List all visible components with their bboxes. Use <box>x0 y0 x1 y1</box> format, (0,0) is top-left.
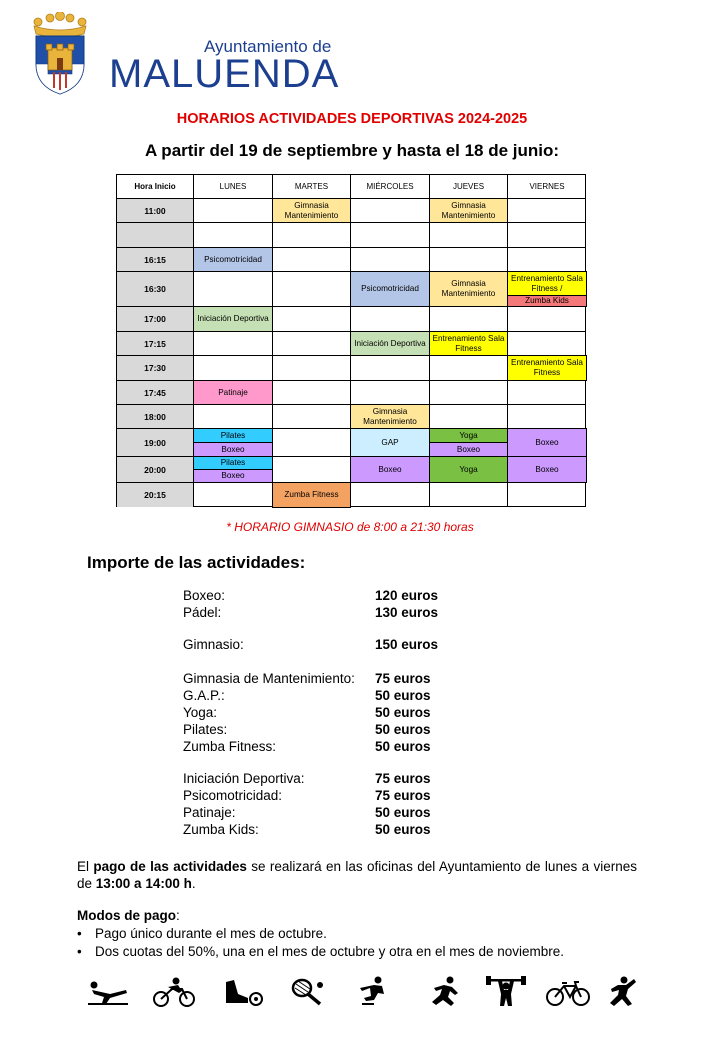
price-item-name: Yoga: <box>183 705 218 720</box>
bullet-icon: • <box>77 926 82 941</box>
price-item-name: Zumba Kids: <box>183 822 259 837</box>
column-header: MIÉRCOLES <box>366 181 414 191</box>
document-subtitle: A partir del 19 de septiembre y hasta el 18 de junio: <box>144 141 560 160</box>
activity-cell: Iniciación Deportiva <box>193 306 273 332</box>
column-header: LUNES <box>219 181 247 191</box>
running-icon <box>420 976 464 1008</box>
sport-icons-row <box>86 976 636 1010</box>
price-item-value: 50 euros <box>375 805 431 820</box>
time-cell <box>117 223 193 247</box>
activity-cell: Gimnasia Mantenimiento <box>429 198 508 223</box>
activity-cell: Zumba Fitness <box>272 482 351 508</box>
price-item-name: Zumba Fitness: <box>183 739 277 754</box>
time-cell: 19:00 <box>117 429 193 456</box>
activity-cell: Boxeo <box>507 428 587 457</box>
time-cell: 17:45 <box>117 381 193 404</box>
payment-mode-item <box>77 926 327 941</box>
time-cell: 11:00 <box>117 199 193 222</box>
price-item-name: Psicomotricidad: <box>183 788 283 803</box>
football-icon <box>86 976 130 1008</box>
price-item-value: 75 euros <box>375 771 431 786</box>
activity-cell: Gimnasia Mantenimiento <box>350 404 430 429</box>
payment-mode-item <box>77 944 564 959</box>
activity-cell: Pilates <box>193 428 273 443</box>
time-cell: 16:30 <box>117 272 193 306</box>
price-item-name: Patinaje: <box>183 805 236 820</box>
soccer-shoe-icon <box>220 976 264 1008</box>
activity-cell: Boxeo <box>507 456 587 483</box>
payment-modes-colon: : <box>176 908 180 923</box>
payment-bold-1: pago de las actividades <box>93 859 247 874</box>
price-item-value: 50 euros <box>375 722 431 737</box>
skating-icon <box>352 976 396 1008</box>
activity-cell: Iniciación Deportiva <box>350 331 430 356</box>
payment-text-1: El <box>77 859 94 874</box>
activity-cell: Psicomotricidad <box>193 247 273 272</box>
payment-modes-label: Modos de pago <box>77 908 176 923</box>
time-cell: 20:00 <box>117 457 193 482</box>
payment-text-2: se realizará en las oficinas del Ayuntamiento de lunes a viernes de <box>77 859 637 891</box>
prices-heading: Importe de las actividades: <box>87 553 306 572</box>
activity-cell: Gimnasia Mantenimiento <box>272 198 351 223</box>
weightlifting-icon <box>484 976 528 1008</box>
price-item-name: Iniciación Deportiva: <box>183 771 305 786</box>
price-item-value: 50 euros <box>375 822 431 837</box>
activity-cell: Gimnasia Mantenimiento <box>429 271 508 307</box>
activity-cell: Entrenamiento Sala Fitness <box>507 355 587 381</box>
time-cell: 17:30 <box>117 356 193 380</box>
price-item-name: Gimnasia de Mantenimiento: <box>183 671 355 686</box>
cycling-icon <box>152 976 196 1008</box>
payment-paragraph <box>77 858 637 892</box>
activity-cell: Entrenamiento Sala Fitness / <box>507 271 587 296</box>
price-item-name: Boxeo: <box>183 588 226 603</box>
bullet-icon: • <box>77 944 82 959</box>
activity-cell: Pilates <box>193 456 273 470</box>
time-cell: 16:15 <box>117 248 193 271</box>
price-item-value: 75 euros <box>375 671 431 686</box>
payment-mode-text: Pago único durante el mes de octubre. <box>95 926 327 941</box>
activity-cell: Boxeo <box>429 442 508 457</box>
time-cell: 17:00 <box>117 307 193 331</box>
price-item-value: 120 euros <box>375 588 439 603</box>
schedule-table <box>116 174 586 507</box>
activity-cell: Yoga <box>429 456 508 483</box>
price-item-value: 150 euros <box>375 637 439 652</box>
activity-cell: Boxeo <box>193 469 273 483</box>
column-header: Hora Inicio <box>134 181 176 191</box>
stretching-icon <box>600 976 644 1008</box>
activity-cell: Yoga <box>429 428 508 443</box>
price-item-name: G.A.P.: <box>183 688 225 703</box>
activity-cell: Zumba Kids <box>507 295 587 307</box>
activity-cell: Boxeo <box>193 442 273 457</box>
price-item-value: 50 euros <box>375 705 431 720</box>
activity-cell: Boxeo <box>350 456 430 483</box>
payment-mode-text: Dos cuotas del 50%, una en el mes de octubre y otra en el mes de noviembre. <box>95 944 565 959</box>
column-header: JUEVES <box>452 181 485 191</box>
time-cell: 18:00 <box>117 405 193 428</box>
bicycle-icon <box>546 976 590 1008</box>
price-item-value: 50 euros <box>375 688 431 703</box>
time-cell: 20:15 <box>117 483 193 507</box>
tennis-icon <box>286 976 330 1008</box>
price-item-value: 130 euros <box>375 605 439 620</box>
payment-bold-2: 13:00 a 14:00 h <box>95 876 192 891</box>
column-header: MARTES <box>294 181 329 191</box>
activity-cell: GAP <box>350 428 430 457</box>
town-crest-logo <box>28 12 92 96</box>
price-item-value: 75 euros <box>375 788 431 803</box>
price-item-name: Pádel: <box>183 605 222 620</box>
town-name: MALUENDA <box>109 52 340 96</box>
activity-cell: Patinaje <box>193 380 273 405</box>
payment-modes-title <box>77 908 180 923</box>
price-item-name: Pilates: <box>183 722 228 737</box>
time-cell: 17:15 <box>117 332 193 355</box>
column-header: VIERNES <box>529 181 565 191</box>
header-line-1: Ayuntamiento de <box>204 37 332 56</box>
payment-text-3: . <box>191 876 196 891</box>
gym-hours-note: * HORARIO GIMNASIO de 8:00 a 21:30 horas <box>226 520 474 534</box>
activity-cell: Entrenamiento Sala Fitness <box>429 331 508 356</box>
price-item-name: Gimnasio: <box>183 637 244 652</box>
activity-cell: Psicomotricidad <box>350 271 430 307</box>
document-title: HORARIOS ACTIVIDADES DEPORTIVAS 2024-2025 <box>176 111 528 127</box>
price-item-value: 50 euros <box>375 739 431 754</box>
